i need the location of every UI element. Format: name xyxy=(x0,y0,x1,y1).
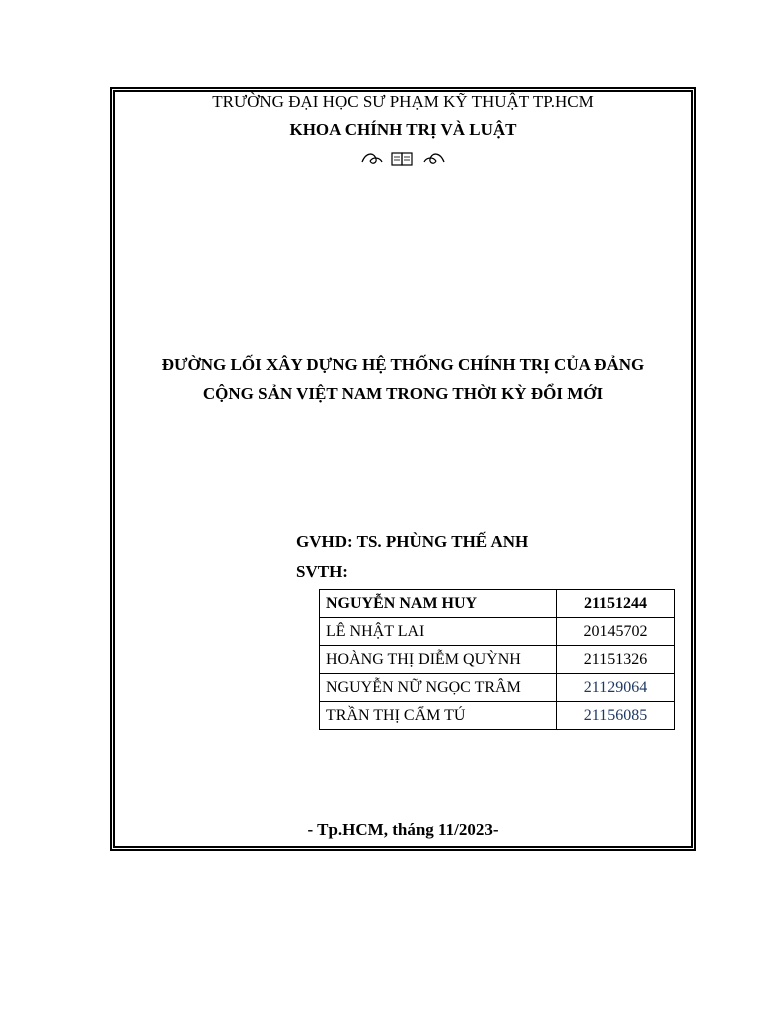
student-name: TRẦN THỊ CẨM TÚ xyxy=(320,702,557,730)
place-date-footer: - Tp.HCM, tháng 11/2023- xyxy=(307,820,499,839)
student-id: 21151326 xyxy=(557,646,675,674)
table-row xyxy=(320,618,675,646)
faculty-name: KHOA CHÍNH TRỊ VÀ LUẬT xyxy=(289,120,517,139)
table-row xyxy=(320,646,675,674)
student-name: NGUYỄN NAM HUY xyxy=(320,590,557,618)
student-name: LÊ NHẬT LAI xyxy=(320,618,557,646)
student-id: 21156085 xyxy=(557,702,675,730)
book-ornament-svg xyxy=(358,150,448,168)
table-row xyxy=(320,590,675,618)
university-name: TRƯỜNG ĐẠI HỌC SƯ PHẠM KỸ THUẬT TP.HCM xyxy=(212,92,594,111)
student-name: NGUYỄN NỮ NGỌC TRÂM xyxy=(320,674,557,702)
thesis-title-line-1: ĐƯỜNG LỐI XÂY DỰNG HỆ THỐNG CHÍNH TRỊ CỦA ĐẢNG xyxy=(161,355,645,374)
table-row xyxy=(320,674,675,702)
students-table xyxy=(319,589,675,730)
student-id: 20145702 xyxy=(557,618,675,646)
students-label: SVTH: xyxy=(296,562,348,581)
book-ornament-icon xyxy=(110,150,696,172)
table-row xyxy=(320,702,675,730)
cover-page-border xyxy=(110,87,696,851)
supervisor-line: GVHD: TS. PHÙNG THẾ ANH xyxy=(296,532,529,551)
student-name: HOÀNG THỊ DIỄM QUỲNH xyxy=(320,646,557,674)
thesis-title-line-2: CỘNG SẢN VIỆT NAM TRONG THỜI KỲ ĐỔI MỚI xyxy=(202,384,604,403)
student-id: 21129064 xyxy=(557,674,675,702)
student-id: 21151244 xyxy=(557,590,675,618)
